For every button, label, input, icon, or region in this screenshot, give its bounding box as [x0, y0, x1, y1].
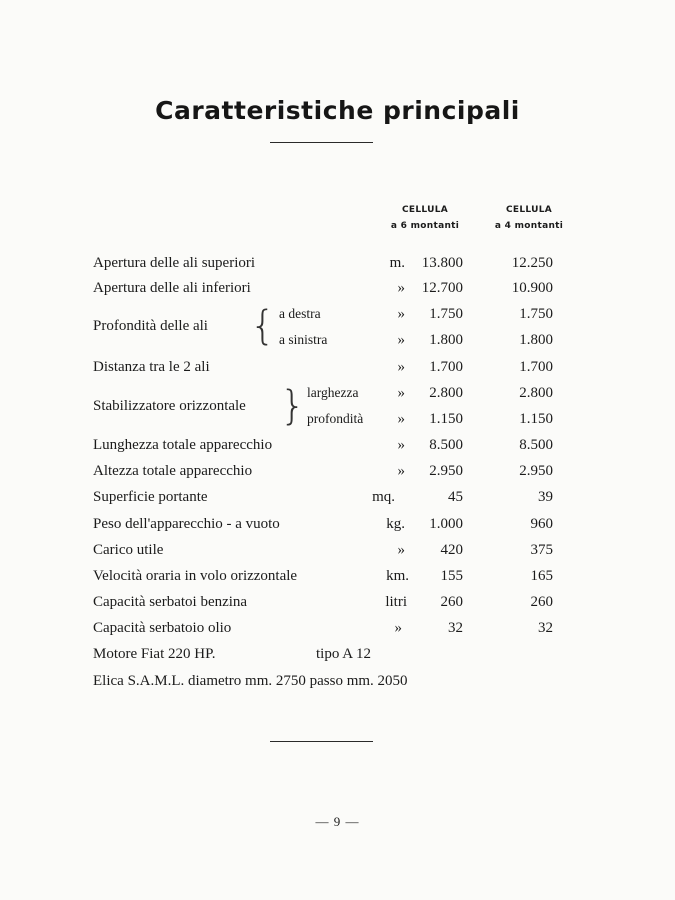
- spec-row: [0, 538, 675, 562]
- spec-value-6: 13.800: [421, 255, 463, 271]
- column-header-line2: a 6 montanti: [390, 221, 460, 231]
- spec-label: Peso dell'apparecchio - a vuoto: [93, 516, 280, 532]
- column-header-line1: CELLULA: [401, 205, 448, 215]
- spec-value-6: 1.700: [429, 359, 463, 375]
- spec-value-6: 45: [448, 489, 463, 505]
- engine-row: [0, 642, 675, 666]
- spec-value-4: 10.900: [511, 280, 553, 296]
- spec-label: Capacità serbatoi benzina: [93, 594, 248, 610]
- spec-value-4: 1.150: [519, 411, 553, 427]
- spec-unit: »: [397, 306, 405, 322]
- spec-row: [0, 459, 675, 483]
- right-brace: }: [280, 383, 306, 429]
- spec-row: [0, 590, 675, 614]
- spec-row: [0, 564, 675, 588]
- engine-type: tipo A 12: [316, 646, 372, 662]
- spec-value-6: 1.000: [429, 516, 463, 532]
- spec-unit: m.: [389, 255, 405, 271]
- spec-unit: »: [397, 385, 405, 401]
- spec-unit: litri: [385, 594, 407, 610]
- spec-row: [0, 381, 675, 405]
- spec-value-4: 1.700: [519, 359, 553, 375]
- spec-value-6: 1.800: [429, 332, 463, 348]
- page-title: Caratteristiche principali: [155, 96, 520, 125]
- page-number: — 9 —: [315, 814, 360, 829]
- spec-unit: »: [397, 542, 405, 558]
- spec-value-6: 2.800: [429, 385, 463, 401]
- spec-row: [0, 433, 675, 457]
- spec-unit: »: [397, 280, 405, 296]
- spec-value-6: 1.150: [429, 411, 463, 427]
- spec-unit: kg.: [386, 516, 405, 532]
- spec-value-6: 260: [440, 594, 463, 610]
- spec-value-4: 1.800: [519, 332, 553, 348]
- spec-value-4: 1.750: [519, 306, 553, 322]
- propeller-text: Elica S.A.M.L. diametro mm. 2750 passo mm. 2050: [93, 673, 408, 689]
- spec-value-4: 39: [538, 489, 553, 505]
- column-header-line2: a 4 montanti: [494, 221, 564, 231]
- spec-value-4: 8.500: [519, 437, 553, 453]
- spec-value-6: 1.750: [429, 306, 463, 322]
- spec-label: Altezza totale apparecchio: [93, 463, 253, 479]
- spec-unit: »: [397, 332, 405, 348]
- spec-row: [0, 616, 675, 640]
- spec-unit: mq.: [372, 489, 395, 505]
- column-header-6-montanti: [370, 202, 480, 234]
- group-label-profondita: Profondità delle ali: [93, 318, 208, 334]
- spec-row: [0, 485, 675, 509]
- propeller-row: [0, 669, 675, 693]
- spec-label: Capacità serbatoio olio: [93, 620, 232, 636]
- spec-row: [0, 407, 675, 431]
- spec-label: Velocità oraria in volo orizzontale: [93, 568, 298, 584]
- spec-label: Apertura delle ali superiori: [93, 255, 256, 271]
- spec-unit: »: [397, 359, 405, 375]
- title-underline: [270, 142, 373, 143]
- spec-value-6: 2.950: [429, 463, 463, 479]
- spec-unit: km.: [386, 568, 409, 584]
- spec-unit: »: [397, 463, 405, 479]
- spec-value-6: 420: [440, 542, 463, 558]
- spec-row: [0, 276, 675, 300]
- column-header-line1: CELLULA: [505, 205, 552, 215]
- column-header-4-montanti: [474, 202, 584, 234]
- spec-value-6: 12.700: [421, 280, 463, 296]
- spec-value-4: 375: [530, 542, 553, 558]
- spec-row: [0, 355, 675, 379]
- spec-sublabel: a sinistra: [279, 332, 328, 347]
- spec-sublabel: profondità: [307, 411, 364, 426]
- spec-label: Apertura delle ali inferiori: [93, 280, 251, 296]
- group-label-stabilizzatore: Stabilizzatore orizzontale: [93, 398, 246, 414]
- spec-row: [0, 251, 675, 275]
- spec-value-4: 960: [530, 516, 553, 532]
- bottom-rule: [270, 741, 373, 742]
- spec-value-6: 155: [440, 568, 463, 584]
- spec-value-4: 165: [530, 568, 553, 584]
- spec-value-6: 8.500: [429, 437, 463, 453]
- spec-row: [0, 512, 675, 536]
- spec-value-4: 2.800: [519, 385, 553, 401]
- spec-row: [0, 328, 675, 352]
- spec-label: Distanza tra le 2 ali: [93, 359, 210, 375]
- spec-sublabel: larghezza: [307, 385, 359, 400]
- spec-value-4: 32: [538, 620, 553, 636]
- spec-value-4: 12.250: [511, 255, 553, 271]
- spec-unit: »: [397, 411, 405, 427]
- spec-value-4: 260: [530, 594, 553, 610]
- spec-label: Lunghezza totale apparecchio: [93, 437, 273, 453]
- spec-value-6: 32: [448, 620, 463, 636]
- spec-sublabel: a destra: [279, 306, 321, 321]
- left-brace: {: [250, 303, 276, 349]
- spec-unit: »: [397, 437, 405, 453]
- spec-value-4: 2.950: [519, 463, 553, 479]
- engine-label: Motore Fiat 220 HP.: [93, 646, 216, 662]
- spec-label: Superficie portante: [93, 489, 208, 505]
- spec-unit: »: [394, 620, 402, 636]
- spec-row: [0, 302, 675, 326]
- spec-label: Carico utile: [93, 542, 164, 558]
